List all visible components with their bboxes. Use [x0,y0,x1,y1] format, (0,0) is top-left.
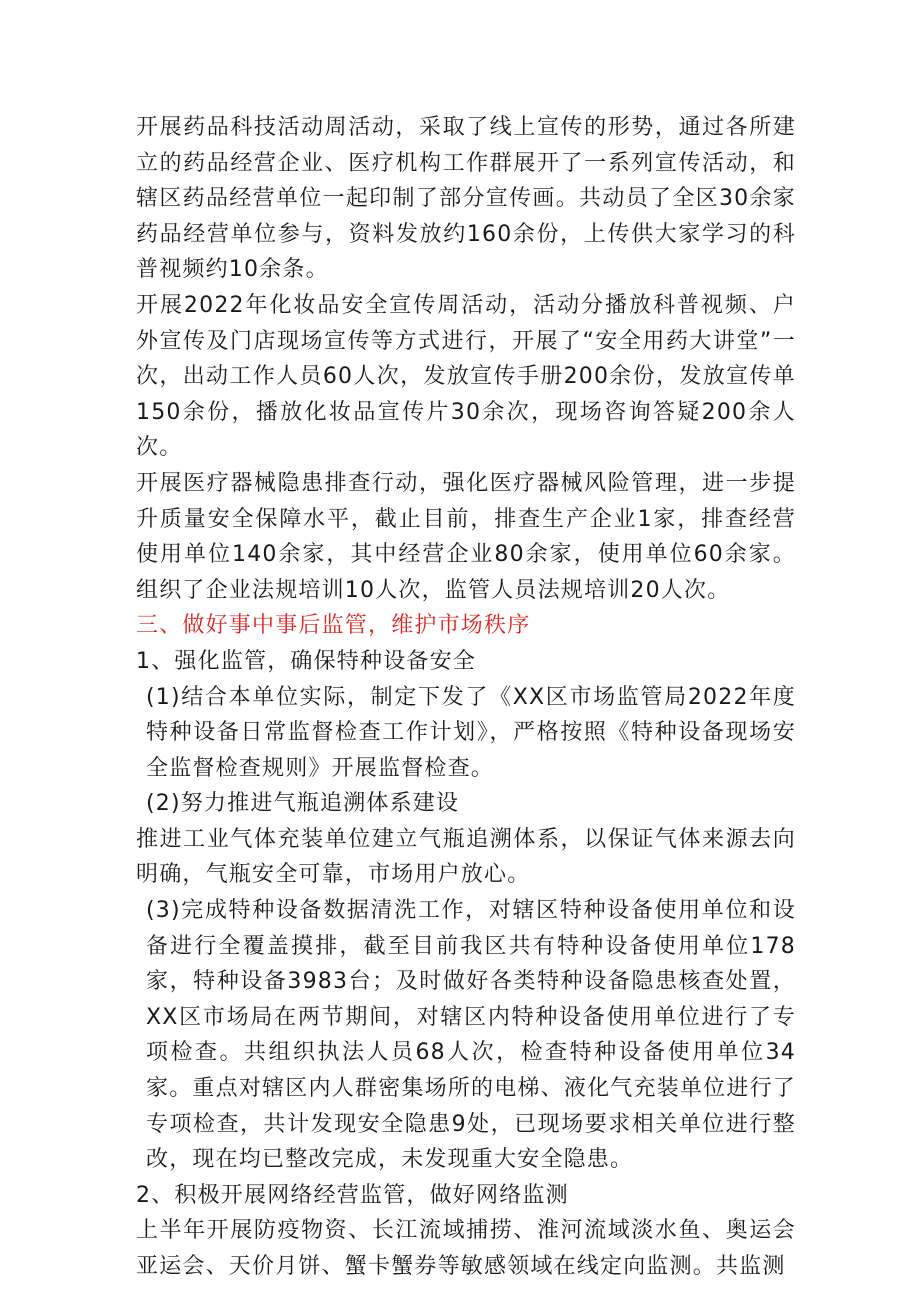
subheading-special-equipment-safety: 1、强化监管，确保特种设备安全 [136,648,476,674]
paragraph-cosmetics-safety-week: 开展2022年化妆品安全宣传周活动，活动分播放科普视频、户外宣传及门店现场宣传等方式进行，开展了“安全用药大讲堂”一次，出动工作人员60人次，发放宣传手册200余份，发放宣传单150余份，播放化妆品宣传片30余次，现场咨询答疑200余人次。 [136,292,796,461]
paragraph-cylinder-traceability-detail: 推进工业气体充装单位建立气瓶追溯体系，以保证气体来源去向明确，气瓶安全可靠，市场用户放心。 [136,826,796,888]
paragraph-item-1-inspection-plan: (1)结合本单位实际，制定下发了《XX区市场监管局2022年度特种设备日常监督检查工作计划》，严格按照《特种设备现场安全监督检查规则》开展监督检查。 [146,684,796,781]
paragraph-medical-device-inspection: 开展医疗器械隐患排查行动，强化医疗器械风险管理，进一步提升质量安全保障水平，截止目前，排查生产企业1家，排查经营使用单位140余家，其中经营企业80余家，使用单位60余家。组织了企业法规培训10人次，监管人员法规培训20人次。 [136,470,796,603]
subheading-online-monitoring: 2、积极开展网络经营监管，做好网络监测 [136,1182,569,1208]
paragraph-item-2-cylinder-traceability: (2)努力推进气瓶追溯体系建设 [146,791,460,817]
paragraph-item-3-data-cleaning: (3)完成特种设备数据清洗工作，对辖区特种设备使用单位和设备进行全覆盖摸排，截至目前我区共有特种设备使用单位178家，特种设备3983台；及时做好各类特种设备隐患核查处置，XX区市场局在两节期间，对辖区内特种设备使用单位进行了专项检查。共组织执法人员68人次，检查特种设备使用单位34家。重点对辖区内人群密集场所的电梯、液化气充装单位进行了专项检查，共计发现安全隐患9处，已现场要求相关单位进行整改，现在均已整改完成，未发现重大安全隐患。 [146,898,796,1173]
paragraph-online-monitoring-detail: 上半年开展防疫物资、长江流域捕捞、淮河流域淡水鱼、奥运会亚运会、天价月饼、蟹卡蟹券等敏感领域在线定向监测。共监测 [136,1218,796,1279]
document-page [136,110,796,1285]
paragraph-drug-science-week: 开展药品科技活动周活动，采取了线上宣传的形势，通过各所建立的药品经营企业、医疗机构工作群展开了一系列宣传活动，和辖区药品经营单位一起印制了部分宣传画。共动员了全区30余家药品经营单位参与，资料发放约160余份，上传供大家学习的科普视频约10余条。 [136,115,796,283]
section-heading-supervision: 三、做好事中事后监管，维护市场秩序 [136,613,531,639]
